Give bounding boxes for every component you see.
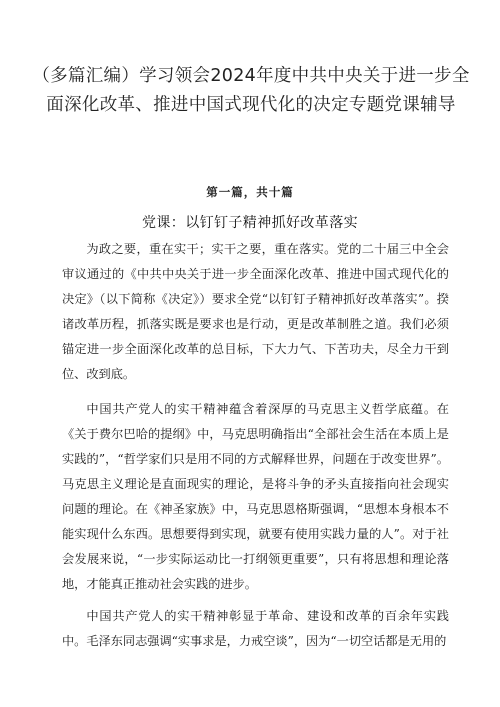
body-paragraph-2: 中国共产党人的实干精神蕴含着深厚的马克思主义哲学底蕴。在《关于费尔巴哈的提纲》中，马克思明确指出“全部社会生活在本质上是实践的”，“哲学家们只是用不同的方式解释世界，问题在于改变世界”。马克思主义理论是直面现实的理论，是将斗争的矛头直接指向社会现实问题的理论。在《神圣家族》中，马克思恩格斯强调，“思想本身根本不能实现什么东西。思想要得到实现，就要有使用实践力量的人”。对于社会发展来说，“一步实际运动比一打纲领更重要”，只有将思想和理论落地，才能真正推动社会实践的进步。 [62,402,449,591]
body-paragraph-1: 为政之要，重在实干；实干之要，重在落实。党的二十届三中全会审议通过的《中共中央关于进一步全面深化改革、推进中国式现代化的决定》（以下简称《决定》）要求全党“以钉钉子精神抓好改革落实”。揆诸改革历程，抓落实既是要求也是行动，更是改革制胜之道。我们必须锚定进一步全面深化改革的总目标，下大力气、下苦功夫，尽全力干到位、改到底。 [62,242,449,381]
body-paragraph-3: 中国共产党人的实干精神彰显于革命、建设和改革的百余年实践中。毛泽东同志强调“实事求是，力戒空谈”，因为“一切空话都是无用的 [62,609,449,648]
document-title: （多篇汇编）学习领会2024年度中共中央关于进一步全面深化改革、推进中国式现代化的决定专题党课辅导 [32,66,470,115]
section-label: 第一篇，共十篇 [206,185,294,199]
article-subtitle: 党课：以钉钉子精神抓好改革落实 [142,215,358,231]
